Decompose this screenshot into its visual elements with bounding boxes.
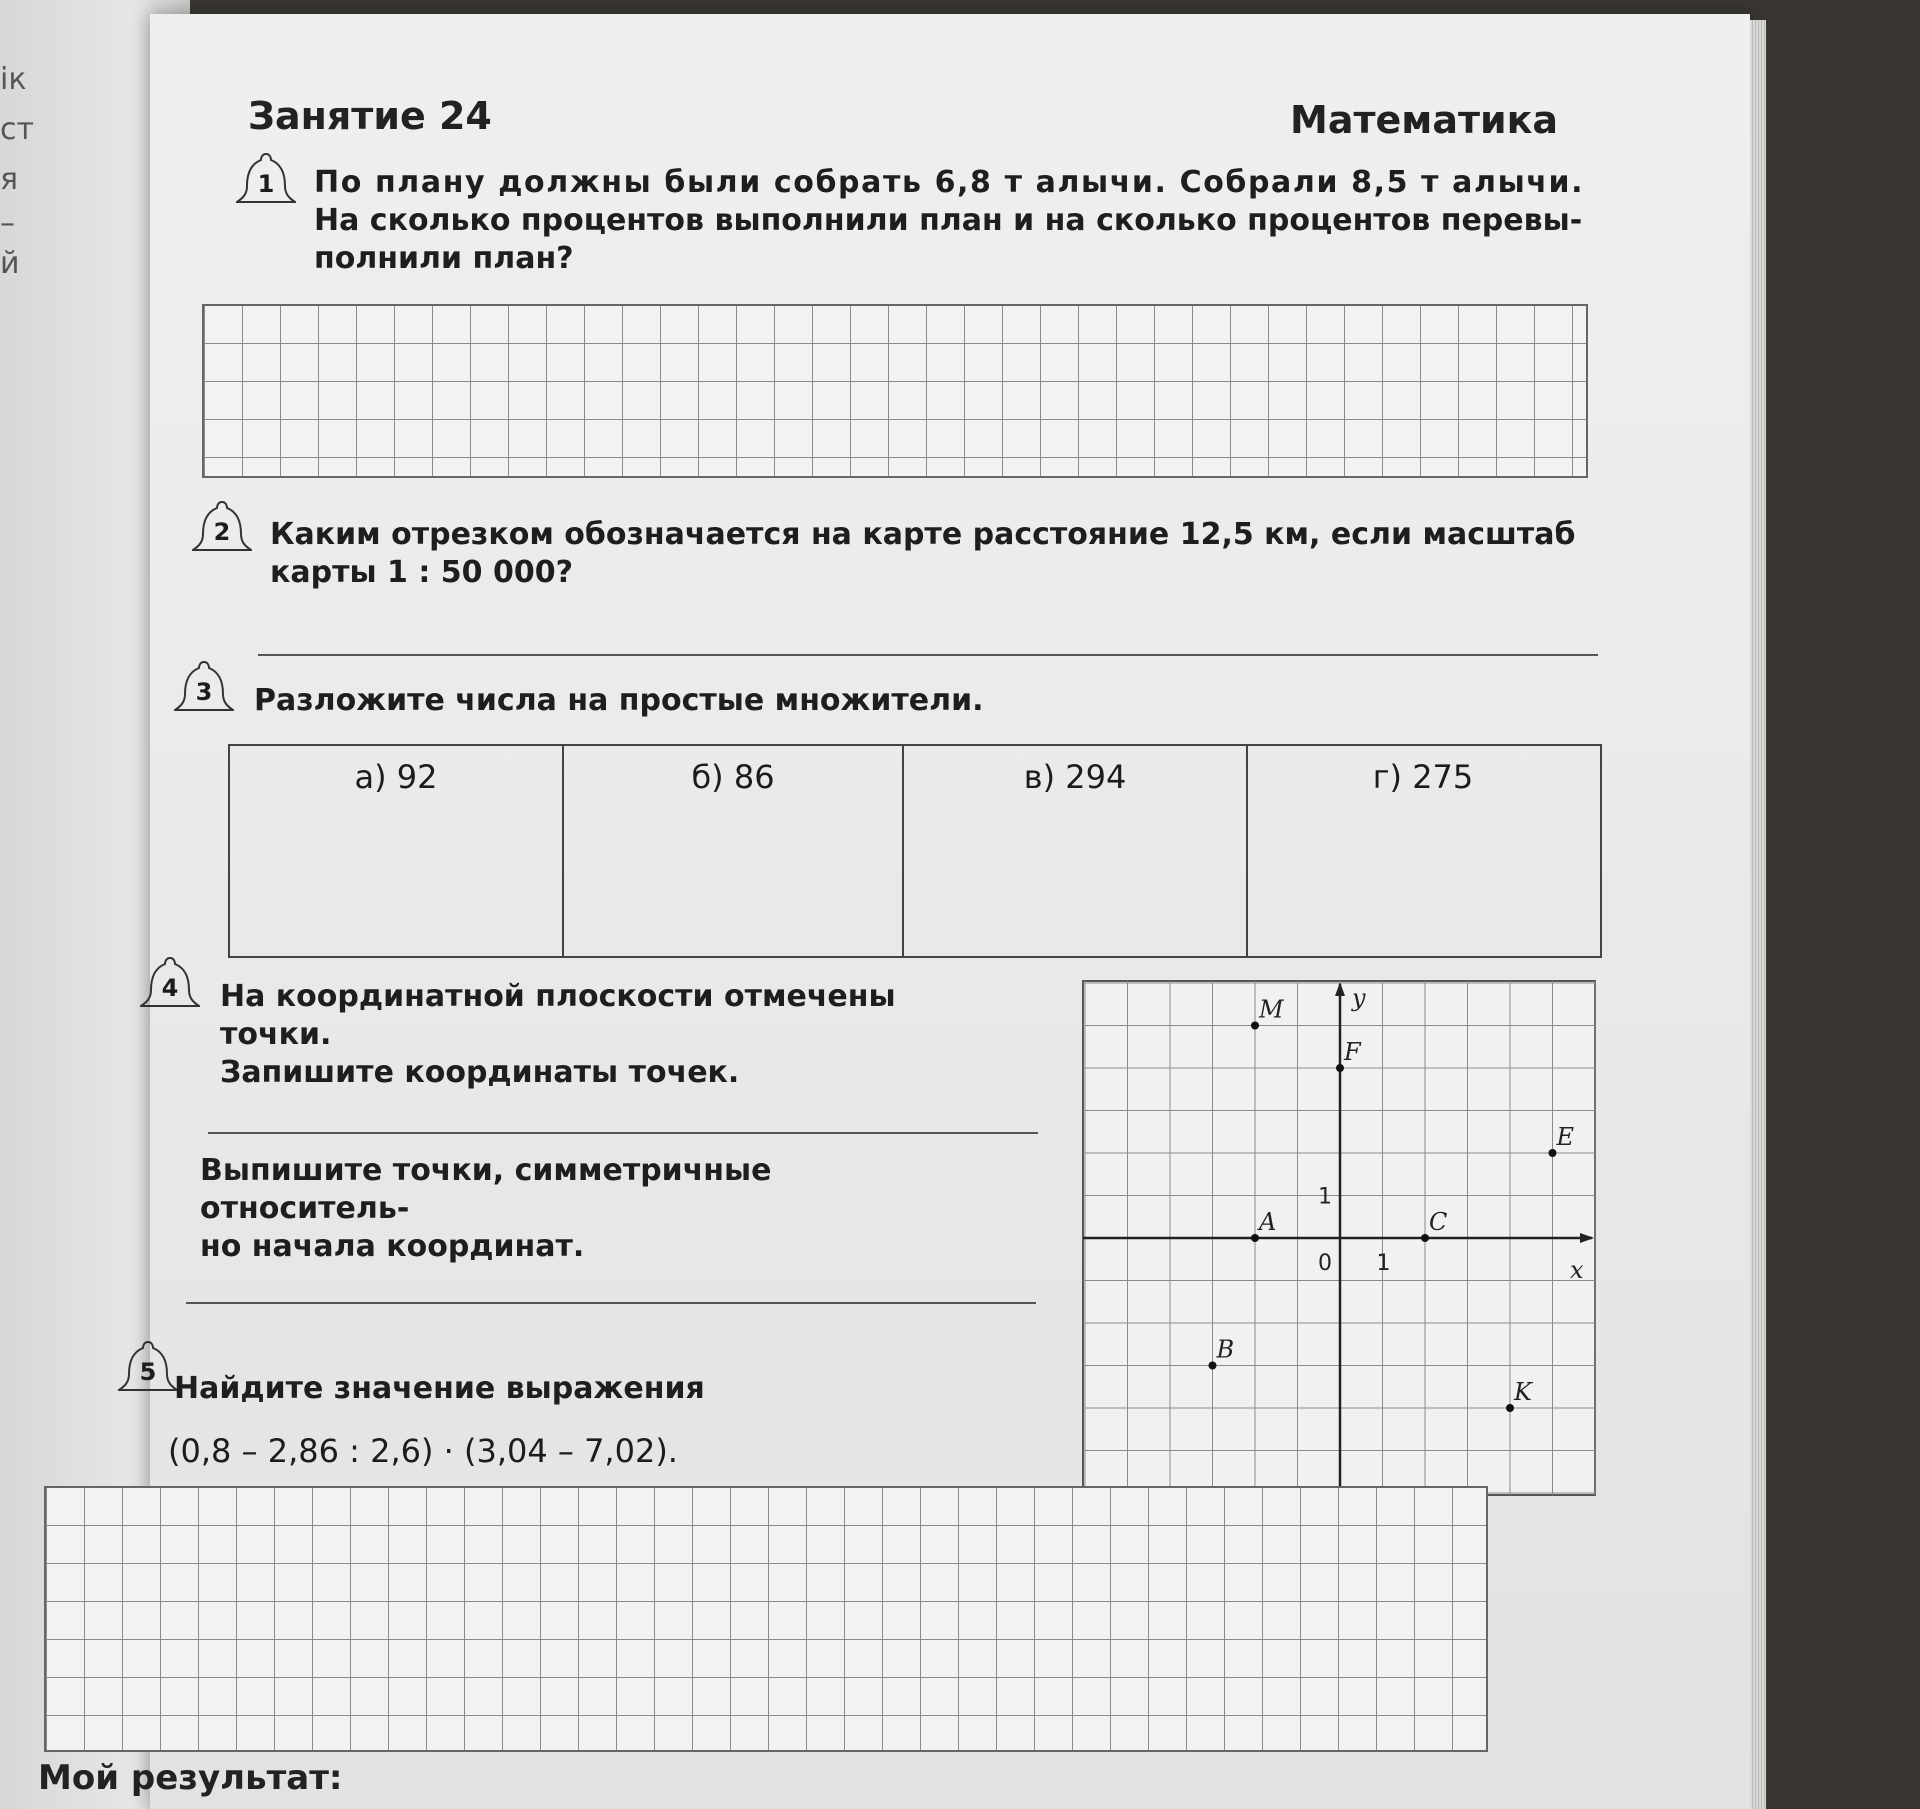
task-line: Каким отрезком обозначается на карте расстояние 12,5 км, если масштаб [270,517,1576,552]
task-4-text [220,978,940,1092]
task-line: карты 1 : 50 000? [270,555,574,590]
point-label: M [1259,995,1284,1024]
point-K [1506,1404,1514,1412]
left-page-fragment: ік [0,62,27,97]
task-2-answer-line[interactable] [258,654,1598,656]
task-number: 5 [139,1358,157,1386]
left-page-fragment: я [0,162,19,197]
point-E [1549,1149,1557,1157]
left-page-fragment: – [0,206,15,241]
cell-label: а) 92 [354,758,438,796]
origin-label: 0 [1318,1251,1332,1276]
task-number-badge [236,150,296,214]
task-number: 1 [257,170,275,198]
task-line: Выпишите точки, симметричные относитель- [200,1153,772,1226]
coordinate-plane [1082,980,1596,1496]
lesson-title: Занятие 24 [248,94,492,138]
point-label: E [1556,1123,1575,1151]
task-number-badge [192,498,252,562]
cell-label: б) 86 [691,758,775,796]
y-axis-label: y [1352,984,1366,1012]
x-unit-label: 1 [1376,1251,1391,1276]
left-page-fragment: ст [0,112,34,147]
point-C [1421,1234,1429,1242]
task-5-text: Найдите значение выражения [174,1371,705,1406]
point-label: C [1429,1208,1448,1236]
table-cell[interactable] [904,746,1248,956]
task-line: полнили план? [314,241,574,276]
task-4-symmetry-answer-line[interactable] [186,1302,1036,1304]
task-1-text [314,164,1744,278]
task-number: 3 [195,678,213,706]
subject-title: Математика [1290,98,1559,142]
left-page-fragment: й [0,246,20,281]
task-line: На сколько процентов выполнили план и на сколько процентов перевы- [314,203,1583,238]
task-2-text [270,516,1750,592]
task-number-badge [140,954,200,1018]
point-label: A [1259,1208,1277,1236]
table-cell[interactable] [230,746,564,956]
task-5-expression: (0,8 – 2,86 : 2,6) · (3,04 – 7,02). [168,1432,678,1470]
cell-label: г) 275 [1372,758,1474,796]
task-line: но начала координат. [200,1229,585,1264]
factorization-table [228,744,1602,958]
point-M [1251,1022,1259,1030]
task-4-answer-line[interactable] [208,1132,1038,1134]
task-number: 4 [161,974,179,1002]
point-B [1209,1362,1217,1370]
y-unit-label: 1 [1318,1184,1332,1210]
task-3-text: Разложите числа на простые множители. [254,683,984,718]
task-line: Запишите координаты точек. [220,1055,740,1090]
point-F [1336,1064,1344,1072]
task-4-subtext [200,1152,940,1266]
task-number-badge [118,1338,178,1402]
task-number-badge [174,658,234,722]
point-label: B [1216,1335,1235,1364]
x-axis-label: x [1570,1256,1584,1284]
result-label: Мой результат: [38,1758,343,1798]
task-5-answer-grid[interactable] [44,1486,1488,1752]
task-1-answer-grid[interactable] [202,304,1588,478]
point-label: F [1344,1038,1361,1066]
task-line: По плану должны были собрать 6,8 т алычи. Собрали 8,5 т алычи. [314,165,1585,200]
point-A [1251,1234,1259,1242]
workbook-page [38,14,1750,1809]
task-number: 2 [213,518,231,546]
table-cell[interactable] [564,746,904,956]
cell-label: в) 294 [1023,758,1127,796]
table-cell[interactable] [1248,746,1598,956]
task-line: На координатной плоскости отмечены точки. [220,979,896,1052]
point-label: K [1514,1378,1532,1406]
page-stack-edge [1750,20,1766,1809]
